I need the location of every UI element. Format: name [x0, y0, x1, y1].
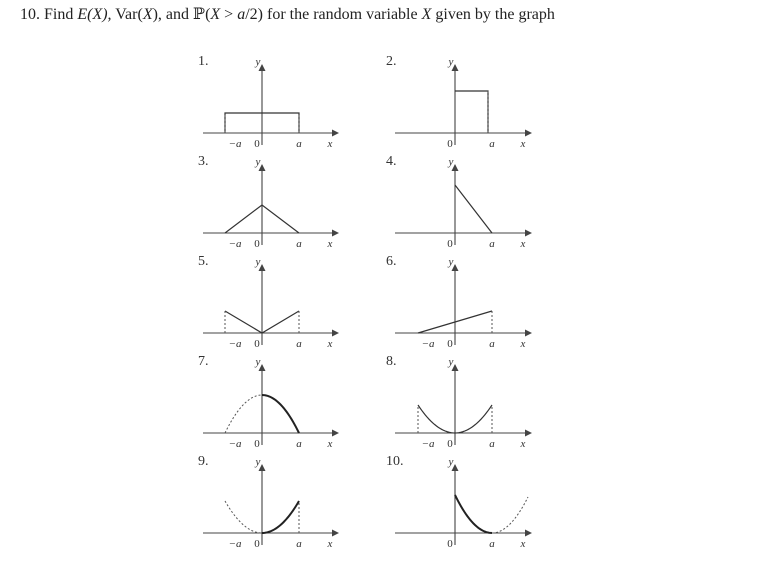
graphs-grid — [198, 54, 531, 550]
density-curve-dashed — [225, 501, 262, 533]
problem-number: 10. — [20, 6, 40, 23]
origin-label: 0 — [254, 238, 260, 250]
graph-number: 7. — [198, 354, 209, 369]
y-axis-label: y — [448, 456, 454, 468]
graph-5 — [198, 254, 338, 350]
x-axis-label: x — [520, 338, 526, 350]
probability-open: ℙ( — [193, 6, 211, 23]
density-curve — [262, 501, 299, 533]
origin-label: 0 — [447, 438, 453, 450]
neg-a-label: −a — [421, 338, 435, 350]
a-label: a — [489, 238, 495, 250]
x-axis-label: x — [327, 238, 333, 250]
problem-text-2: for the random variable — [262, 6, 422, 23]
neg-a-label: −a — [228, 538, 242, 550]
density-curve — [262, 395, 299, 433]
x-axis-label: x — [327, 538, 333, 550]
neg-a-label: −a — [228, 238, 242, 250]
graph-number: 10. — [386, 454, 404, 469]
origin-label: 0 — [254, 338, 260, 350]
y-axis-label: y — [448, 356, 454, 368]
a-label: a — [296, 338, 302, 350]
origin-label: 0 — [447, 238, 453, 250]
graph-number: 4. — [386, 154, 397, 169]
prob-x: X — [210, 6, 221, 23]
a-label: a — [489, 438, 495, 450]
graph-8 — [386, 354, 531, 450]
graph-9 — [198, 454, 338, 550]
x-axis-label: x — [520, 138, 526, 150]
x-axis-label: x — [520, 538, 526, 550]
a-label: a — [489, 338, 495, 350]
variance-open: Var( — [115, 6, 143, 23]
y-axis-label: y — [448, 56, 454, 68]
graph-number: 8. — [386, 354, 397, 369]
a-label: a — [489, 138, 495, 150]
graph-number: 9. — [198, 454, 209, 469]
origin-label: 0 — [447, 338, 453, 350]
y-axis-label: y — [255, 256, 261, 268]
a-label: a — [296, 538, 302, 550]
prob-a: a — [237, 6, 246, 23]
graph-4 — [386, 154, 531, 250]
graph-6 — [386, 254, 531, 350]
graph-2 — [386, 54, 531, 150]
a-label: a — [296, 138, 302, 150]
density-curve — [455, 91, 488, 133]
neg-a-label: −a — [228, 438, 242, 450]
origin-label: 0 — [447, 538, 453, 550]
expectation-term: E(X), — [77, 6, 112, 23]
graph-10 — [386, 454, 531, 550]
graph-number: 1. — [198, 54, 209, 69]
origin-label: 0 — [254, 438, 260, 450]
y-axis-label: y — [255, 156, 261, 168]
rv-x: X — [421, 6, 432, 23]
graph-3 — [198, 154, 338, 250]
graph-number: 3. — [198, 154, 209, 169]
var-x: X — [142, 6, 153, 23]
origin-label: 0 — [447, 138, 453, 150]
graph-number: 6. — [386, 254, 397, 269]
x-axis-label: x — [520, 438, 526, 450]
density-curve-dashed — [492, 497, 528, 533]
graph-7 — [198, 354, 338, 450]
density-curve — [455, 495, 492, 533]
density-curve-dashed — [225, 395, 262, 433]
origin-label: 0 — [254, 138, 260, 150]
graph-1 — [198, 54, 338, 150]
y-axis-label: y — [255, 56, 261, 68]
y-axis-label: y — [448, 156, 454, 168]
problem-text-1: Find — [44, 6, 74, 23]
greater-than: > — [220, 6, 238, 23]
prob-close: /2) — [245, 6, 263, 23]
problem-text-3: given by the graph — [431, 6, 555, 23]
x-axis-label: x — [327, 138, 333, 150]
origin-label: 0 — [254, 538, 260, 550]
neg-a-label: −a — [228, 338, 242, 350]
graph-number: 2. — [386, 54, 397, 69]
a-label: a — [296, 438, 302, 450]
neg-a-label: −a — [228, 138, 242, 150]
a-label: a — [489, 538, 495, 550]
y-axis-label: y — [255, 356, 261, 368]
x-axis-label: x — [327, 338, 333, 350]
neg-a-label: −a — [421, 438, 435, 450]
graph-number: 5. — [198, 254, 209, 269]
density-curve — [455, 185, 492, 233]
variance-close: ), and — [152, 6, 190, 23]
y-axis-label: y — [255, 456, 261, 468]
y-axis-label: y — [448, 256, 454, 268]
a-label: a — [296, 238, 302, 250]
x-axis-label: x — [327, 438, 333, 450]
x-axis-label: x — [520, 238, 526, 250]
